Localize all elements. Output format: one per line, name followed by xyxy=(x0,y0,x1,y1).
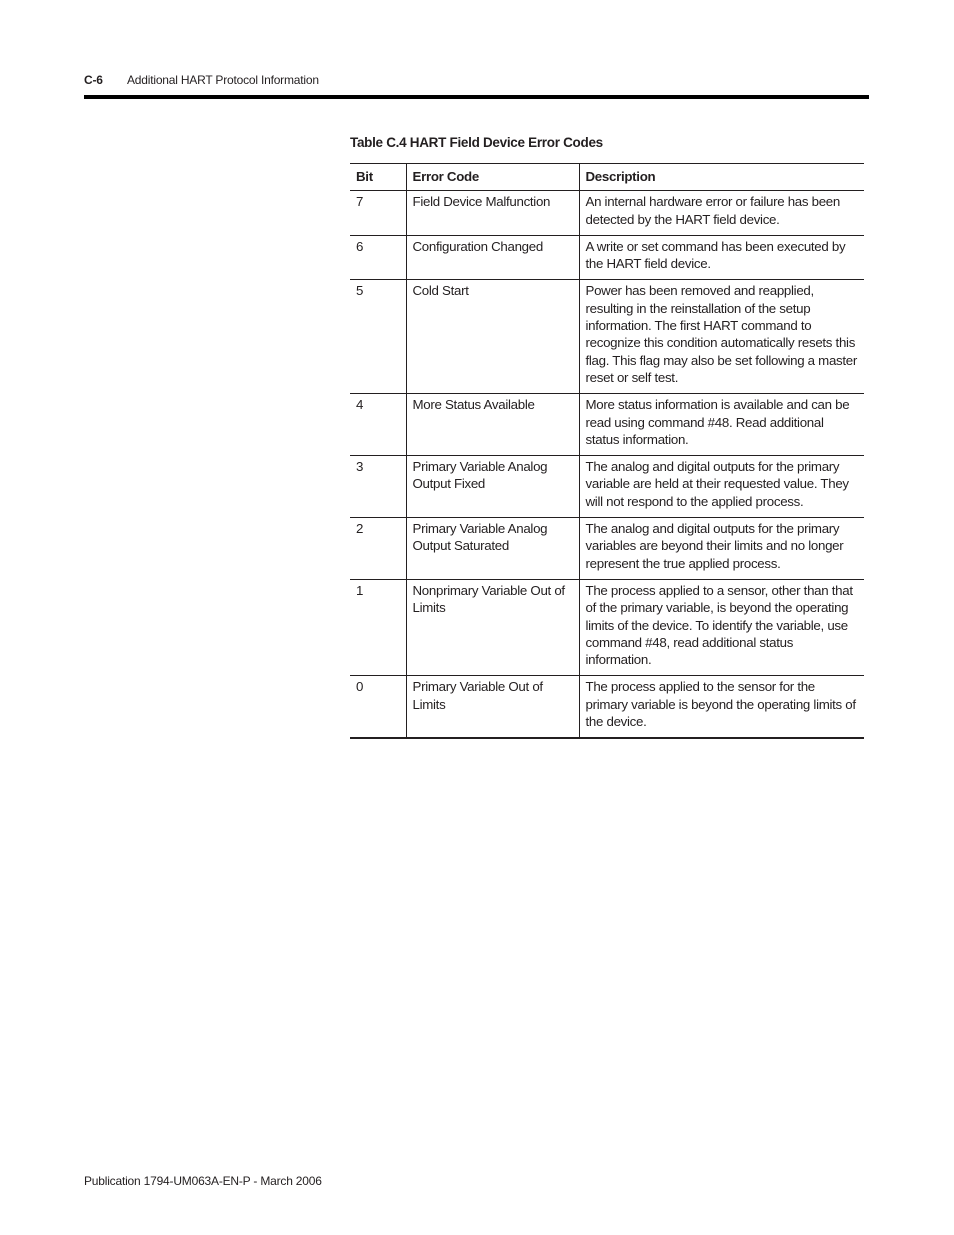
table-row xyxy=(350,191,864,236)
column-header-error-code: Error Code xyxy=(406,164,579,191)
cell-description: The process applied to a sensor, other than that of the primary variable, is beyond the operating limits of the device. To identify the variable, use command #48, read additional status information. xyxy=(579,579,864,675)
cell-bit: 1 xyxy=(350,579,406,675)
cell-description: The analog and digital outputs for the primary variable are held at their requested value. They will not respond to the applied process. xyxy=(579,456,864,518)
cell-description: The analog and digital outputs for the primary variables are beyond their limits and no longer represent the true applied process. xyxy=(579,518,864,580)
table-body xyxy=(350,191,864,739)
cell-bit: 3 xyxy=(350,456,406,518)
table-row xyxy=(350,579,864,675)
cell-bit: 6 xyxy=(350,235,406,280)
page-number: C-6 xyxy=(84,73,103,87)
cell-error-code: Primary Variable Analog Output Saturated xyxy=(406,518,579,580)
cell-error-code: Cold Start xyxy=(406,280,579,394)
cell-description: Power has been removed and reapplied, resulting in the reinstallation of the setup information. The first HART command to recognize this condition automatically resets this flag. This flag may also be set following a master reset or self test. xyxy=(579,280,864,394)
cell-description: More status information is available and can be read using command #48. Read additional status information. xyxy=(579,394,864,456)
table-row xyxy=(350,676,864,738)
cell-bit: 2 xyxy=(350,518,406,580)
cell-bit: 4 xyxy=(350,394,406,456)
table-caption: Table C.4 HART Field Device Error Codes xyxy=(350,135,603,150)
page-footer: Publication 1794-UM063A-EN-P - March 2006 xyxy=(84,1174,322,1188)
table-header-row xyxy=(350,164,864,191)
header-title: Additional HART Protocol Information xyxy=(127,73,319,87)
cell-error-code: Configuration Changed xyxy=(406,235,579,280)
cell-description: An internal hardware error or failure has been detected by the HART field device. xyxy=(579,191,864,236)
cell-error-code: Nonprimary Variable Out of Limits xyxy=(406,579,579,675)
cell-bit: 5 xyxy=(350,280,406,394)
cell-description: A write or set command has been executed by the HART field device. xyxy=(579,235,864,280)
cell-bit: 7 xyxy=(350,191,406,236)
table-row xyxy=(350,235,864,280)
cell-error-code: Field Device Malfunction xyxy=(406,191,579,236)
table-row xyxy=(350,518,864,580)
table-row xyxy=(350,394,864,456)
column-header-bit: Bit xyxy=(350,164,406,191)
table-row xyxy=(350,456,864,518)
cell-error-code: Primary Variable Out of Limits xyxy=(406,676,579,738)
error-codes-table xyxy=(350,163,864,739)
cell-error-code: Primary Variable Analog Output Fixed xyxy=(406,456,579,518)
table-row xyxy=(350,280,864,394)
cell-description: The process applied to the sensor for the primary variable is beyond the operating limits of the device. xyxy=(579,676,864,738)
column-header-description: Description xyxy=(579,164,864,191)
cell-bit: 0 xyxy=(350,676,406,738)
header-rule xyxy=(84,95,869,99)
page-header xyxy=(84,73,869,91)
cell-error-code: More Status Available xyxy=(406,394,579,456)
